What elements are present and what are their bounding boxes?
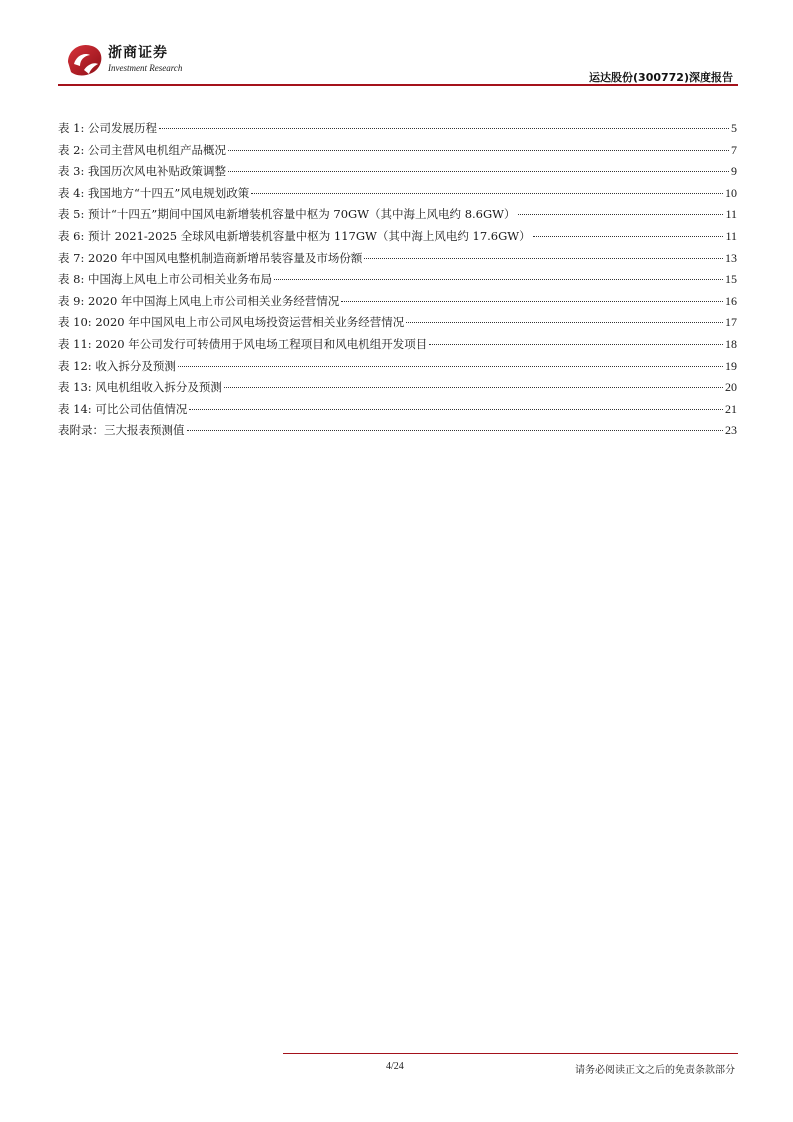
toc-leader [406, 322, 723, 323]
toc-item[interactable] [58, 293, 737, 315]
toc-leader [533, 236, 724, 237]
toc-item-page: 19 [725, 358, 737, 373]
toc-item-page: 18 [725, 336, 737, 351]
toc-item-label: 表 5: 预计“十四五”期间中国风电新增装机容量中枢为 70GW（其中海上风电约 8.6GW） [58, 207, 516, 222]
page-number: 4/24 [386, 1061, 404, 1072]
brand-name-cn: 浙商证券 [108, 45, 168, 61]
toc-item[interactable] [58, 358, 737, 380]
page-header [0, 0, 793, 90]
toc-leader [228, 150, 729, 151]
zheshang-logo-icon [62, 40, 106, 80]
toc-leader [518, 214, 724, 215]
toc-item[interactable] [58, 142, 737, 164]
toc-item[interactable] [58, 250, 737, 272]
toc-leader [429, 344, 723, 345]
header-divider [58, 84, 738, 86]
toc-leader [159, 128, 729, 129]
toc-leader [187, 430, 724, 431]
toc-item[interactable] [58, 163, 737, 185]
toc-leader [364, 258, 723, 259]
footer-divider [283, 1053, 738, 1054]
table-of-tables [58, 120, 737, 444]
toc-item-page: 9 [731, 164, 737, 179]
toc-item-label: 表 12: 收入拆分及预测 [58, 358, 176, 373]
toc-item-label: 表 1: 公司发展历程 [58, 121, 158, 135]
toc-item-page: 10 [725, 185, 737, 200]
toc-item-page: 17 [725, 315, 737, 330]
toc-leader [341, 301, 723, 302]
toc-item-page: 20 [725, 380, 737, 395]
toc-item-page: 15 [725, 272, 737, 287]
toc-item[interactable] [58, 228, 737, 250]
toc-item-page: 5 [731, 121, 737, 135]
toc-item-label: 表 3: 我国历次风电补贴政策调整 [58, 164, 227, 179]
toc-leader [251, 193, 723, 194]
toc-item-label: 表附录：三大报表预测值 [58, 423, 185, 438]
toc-leader [189, 409, 723, 410]
toc-item-label: 表 14: 可比公司估值情况 [58, 401, 188, 416]
toc-item-label: 表 2: 公司主营风电机组产品概况 [58, 142, 227, 157]
brand-name-en: Investment Research [108, 63, 183, 73]
toc-item[interactable] [58, 271, 737, 293]
toc-leader [178, 366, 723, 367]
toc-item-label: 表 9: 2020 年中国海上风电上市公司相关业务经营情况 [58, 293, 340, 308]
report-title: 运达股份(300772)深度报告 [589, 71, 733, 84]
toc-item-label: 表 7: 2020 年中国风电整机制造商新增吊装容量及市场份额 [58, 250, 363, 265]
toc-leader [224, 387, 723, 388]
toc-item-page: 13 [725, 250, 737, 265]
toc-item-label: 表 10: 2020 年中国风电上市公司风电场投资运营相关业务经营情况 [58, 315, 405, 330]
toc-leader [228, 171, 729, 172]
toc-item-page: 11 [725, 228, 737, 243]
toc-item-page: 21 [725, 401, 737, 416]
toc-item-page: 16 [725, 293, 737, 308]
toc-item-page: 23 [725, 423, 737, 438]
disclaimer-text: 请务必阅读正文之后的免责条款部分 [575, 1065, 735, 1076]
toc-item-label: 表 6: 预计 2021-2025 全球风电新增装机容量中枢为 117GW（其中海上风电约 17.6GW） [58, 228, 531, 243]
toc-item-label: 表 11: 2020 年公司发行可转债用于风电场工程项目和风电机组开发项目 [58, 336, 428, 351]
toc-item[interactable] [58, 120, 737, 142]
toc-item[interactable] [58, 422, 737, 444]
toc-item[interactable] [58, 401, 737, 423]
toc-item-page: 11 [725, 207, 737, 222]
toc-leader [274, 279, 723, 280]
toc-item-label: 表 4: 我国地方“十四五”风电规划政策 [58, 185, 250, 200]
toc-item-page: 7 [731, 142, 737, 157]
toc-item[interactable] [58, 206, 737, 228]
toc-item[interactable] [58, 379, 737, 401]
toc-item-label: 表 13: 风电机组收入拆分及预测 [58, 380, 222, 395]
toc-item-label: 表 8: 中国海上风电上市公司相关业务布局 [58, 272, 273, 287]
toc-item[interactable] [58, 314, 737, 336]
toc-item[interactable] [58, 336, 737, 358]
toc-item[interactable] [58, 185, 737, 207]
